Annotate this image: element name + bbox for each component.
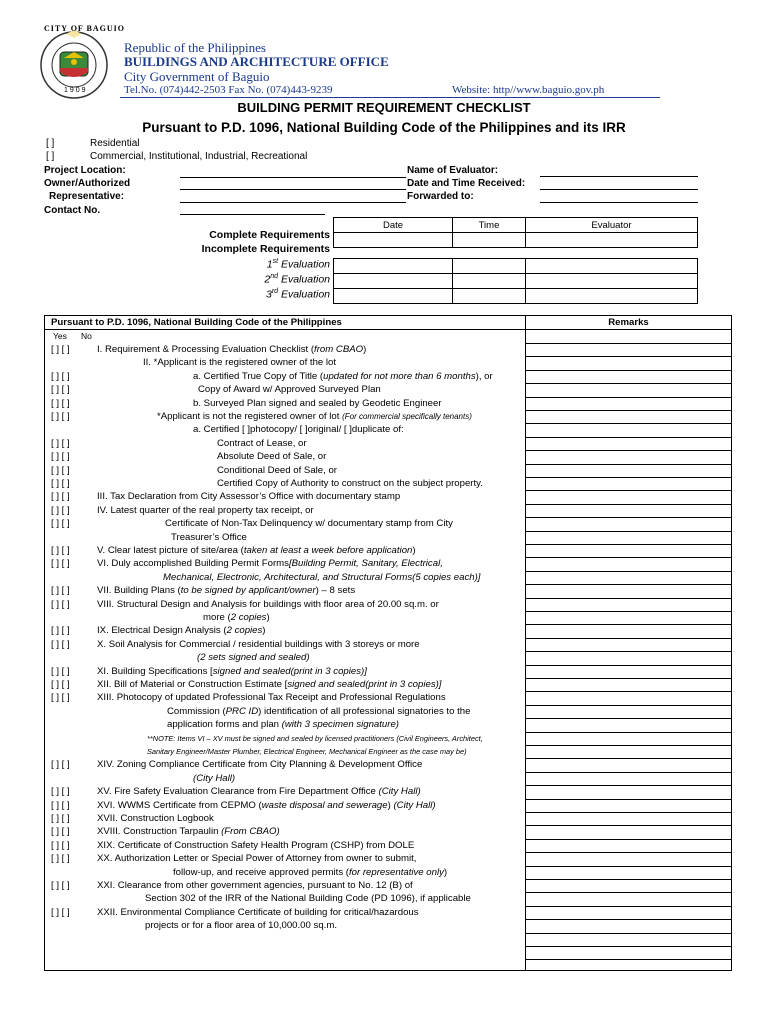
remarks-row[interactable] (526, 866, 731, 867)
checklist-header-rule (45, 329, 731, 330)
yes-no-checkbox[interactable]: [ ] [ ] (51, 625, 70, 637)
checklist-item-text (97, 906, 419, 919)
header-city-gov: City Government of Baguio (124, 69, 270, 84)
yes-no-checkbox[interactable]: [ ] [ ] (51, 504, 70, 516)
remarks-row[interactable] (526, 477, 731, 478)
checklist-item-text (97, 825, 280, 838)
yes-no-checkbox[interactable]: [ ] [ ] (51, 799, 70, 811)
contact-label: Contact No. (44, 205, 101, 216)
item-italic-text: 2 copies (226, 625, 263, 637)
item-main-text: XVI. WWMS Certificate from CEPMO ( (97, 799, 262, 811)
yes-no-checkbox[interactable]: [ ] [ ] (51, 880, 70, 891)
checklist-item-text (97, 758, 422, 771)
remarks-row[interactable] (526, 919, 731, 920)
evaluation-table-top (333, 217, 698, 248)
remarks-row[interactable] (526, 678, 731, 679)
page-subtitle: Pursuant to P.D. 1096, National Building Code of the Philippines and its IRR (142, 120, 626, 135)
remarks-row[interactable] (526, 343, 731, 344)
eval3-evaluator-cell[interactable] (526, 289, 698, 304)
item-main-text: VI. Duly accomplished Building Permit Forms (97, 558, 289, 570)
yes-no-checkbox[interactable]: [ ] [ ] (51, 906, 70, 918)
complete-date-cell[interactable] (334, 233, 453, 248)
checklist-item-text (167, 705, 470, 718)
eval1-evaluator-cell[interactable] (526, 259, 698, 274)
remarks-row[interactable] (526, 933, 731, 934)
checklist-item-text (167, 718, 399, 731)
eval2-time-cell[interactable] (453, 274, 526, 289)
eval3-time-cell[interactable] (453, 289, 526, 304)
page-title: BUILDING PERMIT REQUIREMENT CHECKLIST (237, 100, 531, 115)
item-tail-text: ) (266, 612, 270, 623)
item-main-text: a. Certified True Copy of Title ( (193, 370, 324, 382)
evaluator-column-header: Evaluator (526, 218, 698, 233)
item-main-text: II. *Applicant is the registered owner of the lot (143, 357, 337, 369)
evaluator-name-field[interactable] (540, 176, 698, 177)
remarks-divider (525, 316, 526, 970)
type-residential-checkbox[interactable]: [ ] (46, 138, 55, 149)
eval1-time-cell[interactable] (453, 259, 526, 274)
checklist-item-text (145, 892, 471, 905)
checklist-item-text (165, 517, 453, 530)
remarks-row[interactable] (526, 464, 731, 465)
remarks-row[interactable] (526, 691, 731, 692)
item-tail-text: ) (412, 545, 416, 556)
item-italic-text: for representative only (348, 866, 444, 878)
yes-label: Yes (53, 331, 67, 341)
item-tail-text: ) (363, 344, 367, 355)
checklist-item-text (193, 423, 404, 436)
remarks-row[interactable] (526, 839, 731, 840)
yes-no-checkbox[interactable]: [ ] [ ] (51, 839, 70, 851)
complete-requirements-label: Complete Requirements (209, 229, 330, 241)
remarks-row[interactable] (526, 544, 731, 545)
checklist-item-text (97, 691, 446, 704)
item-italic-text: updated for not more than 6 months (323, 370, 476, 382)
remarks-row[interactable] (526, 879, 731, 880)
item-main-text: XI. Building Specifications [ (97, 665, 213, 677)
item-tail-text: ) (387, 799, 394, 811)
remarks-row[interactable] (526, 490, 731, 491)
yes-no-checkbox[interactable]: [ ] [ ] (51, 411, 70, 422)
checklist-item-text (193, 370, 493, 383)
checklist-item-text (97, 504, 314, 517)
checklist-item-text (97, 665, 367, 678)
remarks-row[interactable] (526, 651, 731, 652)
item-main-text: Treasurer’s Office (171, 531, 247, 543)
representative-field[interactable] (180, 202, 406, 203)
checklist-item-text (97, 343, 366, 356)
checklist-item-text (97, 624, 266, 637)
item-main-text: XXI. Clearance from other government agencies, pursuant to No. 12 (B) of (97, 880, 413, 891)
yes-no-checkbox[interactable]: [ ] [ ] (51, 464, 70, 476)
note-text: **NOTE: Items VI – XV must be signed and sealed by licensed practitioners (Civil Engineers, Architect, (147, 733, 483, 743)
checklist-item-text (145, 919, 337, 932)
item-italic-text: Mechanical, Electronic, Architectural, and Structural Forms(5 copies each)] (163, 571, 481, 583)
checklist-item-text (173, 866, 447, 879)
remarks-row[interactable] (526, 732, 731, 733)
item-italic-text: from CBAO (314, 344, 364, 355)
item-main-text: XXII. Environmental Compliance Certificate of building for critical/hazardous (97, 906, 419, 918)
item-main-text: Commission ( (167, 705, 226, 717)
checklist-item-text (97, 812, 214, 825)
item-main-text: VII. Building Plans ( (97, 585, 181, 597)
yes-no-checkbox[interactable]: [ ] [ ] (51, 518, 70, 530)
item-italic-text: signed and sealed(print in 3 copies)] (212, 665, 367, 677)
checklist-item-text (197, 651, 310, 664)
remarks-row[interactable] (526, 892, 731, 893)
item-italic-text: (with 3 specimen signature) (281, 719, 399, 731)
item-italic-text: waste disposal and sewerage (261, 799, 388, 811)
owner-label: Owner/Authorized (44, 178, 131, 189)
checklist-item-text (97, 852, 416, 865)
item-tail-text: ) – 8 sets (315, 585, 356, 597)
checklist-item-text (97, 839, 414, 852)
date-time-field[interactable] (540, 189, 698, 190)
item-tail-text: ) (443, 866, 448, 878)
representative-label: Representative: (49, 191, 125, 202)
date-column-header: Date (334, 218, 453, 233)
remarks-row[interactable] (526, 437, 731, 438)
item-small-note: (For commercial specifically tenants) (342, 412, 472, 421)
checklist-item-text (97, 785, 421, 798)
item-main-text: more ( (203, 612, 231, 623)
item-italic-text: (2 sets signed and sealed) (197, 652, 310, 664)
remarks-row[interactable] (526, 638, 731, 639)
date-time-label: Date and Time Received: (407, 178, 526, 189)
checklist-item-text (193, 397, 442, 410)
remarks-row[interactable] (526, 624, 731, 625)
checklist-item-text (97, 584, 355, 597)
header-website[interactable]: Website: http//www.baguio.gov.ph (452, 84, 605, 96)
yes-no-checkbox[interactable]: [ ] [ ] (51, 598, 70, 610)
yes-no-checkbox[interactable]: [ ] [ ] (51, 491, 70, 503)
item-main-text: I. Requirement & Processing Evaluation Checklist ( (97, 344, 315, 355)
remarks-row[interactable] (526, 799, 731, 800)
remarks-row[interactable] (526, 812, 731, 813)
type-residential-label: Residential (90, 138, 140, 149)
remarks-row[interactable] (526, 410, 731, 411)
checklist-item-text (97, 638, 420, 651)
checklist-item-text (97, 799, 436, 812)
remarks-row[interactable] (526, 370, 731, 371)
forwarded-field[interactable] (540, 202, 698, 203)
seal-text-top: CITY OF BAGUIO (44, 24, 125, 33)
remarks-row[interactable] (526, 598, 731, 599)
item-main-text: XIV. Zoning Compliance Certificate from City Planning & Development Office (97, 759, 423, 771)
item-italic-text: (City Hall) (393, 799, 436, 811)
remarks-row[interactable] (526, 825, 731, 826)
yes-no-checkbox[interactable]: [ ] [ ] (51, 665, 70, 677)
header-contact: Tel.No. (074)442-2503 Fax No. (074)443-9239 (124, 84, 333, 96)
item-tail-text: ) identification of all professional signatories to the (258, 705, 471, 717)
item-main-text: b. Surveyed Plan signed and sealed by Geodetic Engineer (193, 397, 442, 409)
eval1-date-cell[interactable] (334, 259, 453, 274)
incomplete-requirements-label: Incomplete Requirements (201, 243, 330, 255)
checklist-item-text (163, 571, 480, 584)
remarks-row[interactable] (526, 772, 731, 773)
yes-no-checkbox[interactable]: [ ] [ ] (51, 638, 70, 650)
checklist-item-text (97, 879, 413, 892)
item-main-text: XII. Bill of Material or Construction Estimate [ (97, 679, 288, 690)
remarks-row[interactable] (526, 383, 731, 384)
remarks-row[interactable] (526, 665, 731, 666)
remarks-row[interactable] (526, 785, 731, 786)
eval2-date-cell[interactable] (334, 274, 453, 289)
remarks-row[interactable] (526, 705, 731, 706)
checklist-item-text (97, 490, 400, 503)
item-main-text: XVIII. Construction Tarpaulin (97, 826, 222, 838)
checklist-header: Pursuant to P.D. 1096, National Building Code of the Philippines (51, 317, 342, 328)
item-main-text: XV. Fire Safety Evaluation Clearance from Fire Department Office (97, 786, 379, 798)
item-main-text: XX. Authorization Letter or Special Power of Attorney from owner to submit, (97, 853, 417, 865)
checklist-item-text (217, 437, 307, 450)
yes-no-checkbox[interactable]: [ ] [ ] (51, 451, 70, 463)
yes-no-checkbox[interactable]: [ ] [ ] (51, 786, 70, 798)
remarks-row[interactable] (526, 852, 731, 853)
yes-no-checkbox[interactable]: [ ] [ ] (51, 679, 70, 690)
item-main-text: Certified Copy of Authority to construct on the subject property. (217, 478, 483, 489)
remarks-row[interactable] (526, 423, 731, 424)
project-location-label: Project Location: (44, 165, 126, 176)
remarks-row[interactable] (526, 946, 731, 947)
yes-no-checkbox[interactable]: [ ] [ ] (51, 558, 70, 570)
header-office: BUILDINGS AND ARCHITECTURE OFFICE (124, 54, 389, 69)
item-main-text: V. Clear latest picture of site/area ( (97, 545, 244, 556)
checklist-item-text (171, 531, 247, 544)
no-label: No (81, 331, 92, 341)
checklist-item-text (97, 544, 416, 557)
yes-no-checkbox[interactable]: [ ] [ ] (51, 813, 70, 824)
first-evaluation-label: 1st Evaluation (266, 258, 330, 271)
checklist-item-text (143, 356, 336, 369)
yes-no-checkbox[interactable]: [ ] [ ] (51, 545, 70, 556)
item-main-text: III. Tax Declaration from City Assessor’s Office with documentary stamp (97, 491, 401, 503)
checklist-item-text (217, 477, 483, 490)
checklist-item-text (97, 557, 443, 570)
item-tail-text: ) (262, 625, 266, 637)
remarks-row[interactable] (526, 571, 731, 572)
complete-evaluator-cell[interactable] (526, 233, 698, 248)
item-main-text: Section 302 of the IRR of the National Building Code (PD 1096), if applicable (145, 893, 471, 905)
type-commercial-label: Commercial, Institutional, Industrial, Recreational (90, 151, 308, 162)
owner-field[interactable] (180, 189, 406, 190)
remarks-row[interactable] (526, 397, 731, 398)
remarks-row[interactable] (526, 531, 731, 532)
yes-no-checkbox[interactable]: [ ] [ ] (51, 826, 70, 838)
third-evaluation-label: 3rd Evaluation (265, 288, 330, 301)
remarks-row[interactable] (526, 504, 731, 505)
item-italic-text: PRC ID (225, 705, 259, 717)
yes-no-checkbox[interactable]: [ ] [ ] (51, 384, 70, 396)
checklist-item-text (147, 732, 483, 745)
item-main-text: projects or for a floor area of 10,000.00 sq.m. (145, 920, 337, 932)
type-commercial-checkbox[interactable]: [ ] (46, 151, 55, 162)
evaluation-table-bottom (333, 258, 698, 304)
checklist-table (44, 315, 732, 971)
item-main-text: X. Soil Analysis for Commercial / residential buildings with 3 storeys or more (97, 638, 420, 650)
checklist-item-text (217, 464, 337, 477)
item-tail-text: ), or (475, 370, 493, 382)
item-main-text: Certificate of Non-Tax Delinquency w/ documentary stamp from City (165, 518, 453, 530)
item-main-text: Absolute Deed of Sale, or (217, 451, 327, 463)
yes-no-checkbox[interactable]: [ ] [ ] (51, 397, 70, 409)
remarks-row[interactable] (526, 450, 731, 451)
item-main-text: Conditional Deed of Sale, or (217, 464, 337, 476)
note-text: Sanitary Engineer/Master Plumber, Electrical Engineer, Mechanical Engineer as the case may be) (147, 747, 467, 756)
forwarded-label: Forwarded to: (407, 191, 474, 202)
item-italic-text: (City Hall) (378, 786, 421, 798)
checklist-item-text (217, 450, 326, 463)
item-main-text: *Applicant is not the registered owner of lot (157, 411, 343, 422)
item-main-text: Copy of Award w/ Approved Surveyed Plan (198, 384, 381, 396)
item-italic-text: signed and sealed(print in 3 copies)] (287, 679, 442, 690)
remarks-header: Remarks (608, 317, 649, 328)
remarks-row[interactable] (526, 611, 731, 612)
eval2-evaluator-cell[interactable] (526, 274, 698, 289)
checklist-item-text (193, 772, 235, 785)
item-main-text: XIX. Certificate of Construction Safety Health Program (CSHP) from DOLE (97, 839, 415, 851)
remarks-row[interactable] (526, 959, 731, 960)
item-main-text: VIII. Structural Design and Analysis for buildings with floor area of 20.00 sq.m. or (97, 598, 439, 610)
eval3-date-cell[interactable] (334, 289, 453, 304)
item-italic-text: [Building Permit, Sanitary, Electrical, (288, 558, 443, 570)
remarks-row[interactable] (526, 758, 731, 759)
item-main-text: XIII. Photocopy of updated Professional Tax Receipt and Professional Regulations (97, 692, 446, 704)
item-main-text: a. Certified [ ]photocopy/ [ ]original/ [ ]duplicate of: (193, 424, 404, 436)
remarks-row[interactable] (526, 906, 731, 907)
complete-time-cell[interactable] (453, 233, 526, 248)
yes-no-checkbox[interactable]: [ ] [ ] (51, 478, 70, 489)
yes-no-checkbox[interactable]: [ ] [ ] (51, 437, 70, 449)
yes-no-checkbox[interactable]: [ ] [ ] (51, 344, 70, 355)
contact-field[interactable] (180, 214, 325, 215)
project-location-field[interactable] (180, 177, 406, 178)
remarks-row[interactable] (526, 584, 731, 585)
item-main-text: application forms and plan (167, 719, 282, 731)
item-italic-text: to be signed by applicant/owner (180, 585, 316, 597)
item-italic-text: 2 copies (230, 612, 267, 623)
remarks-row[interactable] (526, 356, 731, 357)
yes-no-checkbox[interactable]: [ ] [ ] (51, 692, 70, 704)
checklist-item-text (97, 678, 441, 691)
header-rule (120, 97, 660, 98)
yes-no-checkbox[interactable]: [ ] [ ] (51, 585, 70, 597)
item-main-text: follow-up, and receive approved permits ( (173, 866, 349, 878)
remarks-row[interactable] (526, 745, 731, 746)
evaluator-name-label: Name of Evaluator: (407, 165, 499, 176)
item-main-text: XVII. Construction Logbook (97, 813, 214, 824)
checklist-item-text (198, 383, 381, 396)
seal-year: 1909 (64, 87, 88, 94)
time-column-header: Time (453, 218, 526, 233)
remarks-row[interactable] (526, 718, 731, 719)
yes-no-checkbox[interactable]: [ ] [ ] (51, 759, 70, 771)
remarks-row[interactable] (526, 517, 731, 518)
yes-no-checkbox[interactable]: [ ] [ ] (51, 370, 70, 382)
item-italic-text: taken at least a week before application (243, 545, 413, 556)
checklist-item-text (147, 745, 467, 758)
item-main-text: Contract of Lease, or (217, 437, 307, 449)
header-republic: Republic of the Philippines (124, 40, 266, 55)
yes-no-checkbox[interactable]: [ ] [ ] (51, 853, 70, 865)
item-italic-text: (From CBAO) (221, 826, 280, 838)
second-evaluation-label: 2nd Evaluation (264, 273, 330, 286)
remarks-row[interactable] (526, 557, 731, 558)
item-main-text: IV. Latest quarter of the real property tax receipt, or (97, 504, 314, 516)
checklist-item-text (157, 410, 472, 423)
item-italic-text: (City Hall) (193, 772, 236, 784)
checklist-item-text (203, 611, 270, 624)
checklist-item-text (97, 598, 439, 611)
item-main-text: IX. Electrical Design Analysis ( (97, 625, 227, 637)
